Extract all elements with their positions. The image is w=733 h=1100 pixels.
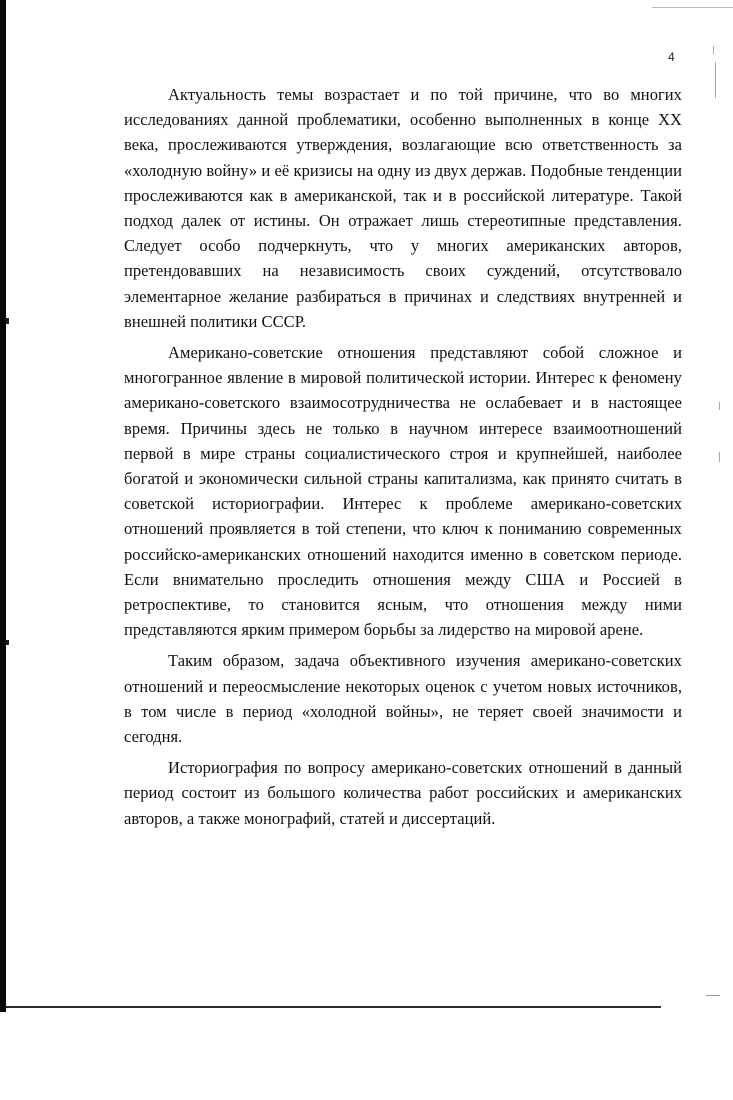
scan-edge-tick xyxy=(6,318,9,324)
scan-edge-left xyxy=(0,0,6,1012)
scan-mark-right xyxy=(713,46,714,54)
document-body xyxy=(124,82,682,837)
scan-mark-right xyxy=(715,62,716,98)
scan-edge-top xyxy=(652,7,733,8)
scan-mark-right xyxy=(719,452,720,462)
paragraph: Таким образом, задача объективного изучения американо-советских отношений и переосмысление некоторых оценок с учетом новых источников, в том числе в период «холодной войны», не теряет своей значимости и сегодня. xyxy=(124,651,682,747)
paragraph: Историография по вопросу американо-советских отношений в данный период состоит из большого количества работ российских и американских авторов, а также монографий, статей и диссертаций. xyxy=(124,758,682,828)
page-number: 4 xyxy=(668,50,675,64)
scan-edge-tick xyxy=(6,640,9,645)
scan-edge-bottom xyxy=(6,1006,661,1008)
scan-mark-bottom xyxy=(706,995,720,996)
paragraph: Американо-советские отношения представляют собой сложное и многогранное явление в мировой политической истории. Интерес к феномену американо-советского взаимосотрудничества не ослабевает и в настоящее время. Причины здесь не только в научном интересе взаимоотношений первой в мире страны социалистического строя и крупнейшей, наиболее богатой и экономически сильной страны капитализма, как принято считать в советской историографии. Интерес к проблеме американо-советских отношений проявляется в той степени, что ключ к пониманию современных российско-американских отношений находится именно в советском периоде. Если внимательно проследить отношения между США и Россией в ретроспективе, то становится ясным, что отношения между ними представляются ярким примером борьбы за лидерство на мировой арене. xyxy=(124,343,682,640)
scan-mark-right xyxy=(719,402,720,410)
paragraph: Актуальность темы возрастает и по той причине, что во многих исследованиях данной проблематики, особенно выполненных в конце XX века, прослеживаются утверждения, возлагающие всю ответственность за «холодную войну» и её кризисы на одну из двух держав. Подобные тенденции прослеживаются как в американской, так и в российской литературе. Такой подход далек от истины. Он отражает лишь стереотипные представления. Следует особо подчеркнуть, что у многих американских авторов, претендовавших на независимость своих суждений, отсутствовало элементарное желание разбираться в причинах и следствиях внутренней и внешней политики СССР. xyxy=(124,85,682,331)
